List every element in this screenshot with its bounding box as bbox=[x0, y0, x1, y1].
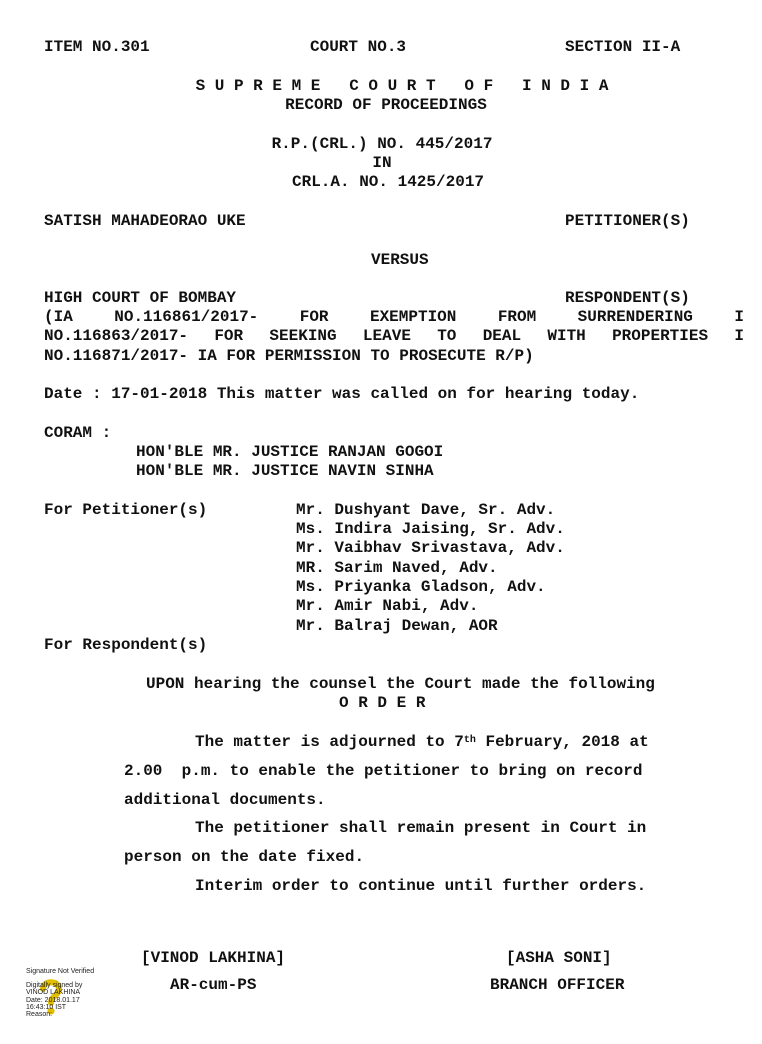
case-number: R.P.(CRL.) NO. 445/2017 bbox=[271, 135, 493, 153]
ia-word: (IA bbox=[44, 308, 73, 326]
hearing-date: Date : 17-01-2018 This matter was called on for hearing today. bbox=[44, 385, 640, 403]
order-para-2-line2: person on the date fixed. bbox=[124, 848, 365, 866]
counsel-name: Mr. Vaibhav Srivastava, Adv. bbox=[296, 539, 565, 557]
counsel-name: Ms. Indira Jaising, Sr. Adv. bbox=[296, 520, 565, 538]
signature-line: VINOD LAKHINA bbox=[26, 989, 81, 997]
signature-line: Digitally signed by bbox=[26, 982, 83, 990]
appeal-number: CRL.A. NO. 1425/2017 bbox=[291, 173, 485, 191]
ia-word: EXEMPTION bbox=[369, 308, 457, 326]
ia-line bbox=[44, 308, 744, 327]
digital-signature-stamp[interactable] bbox=[26, 968, 106, 1020]
ia-word: NO.116863/2017- bbox=[44, 327, 189, 345]
ia-word: FROM bbox=[497, 308, 537, 326]
order-heading: O R D E R bbox=[339, 694, 426, 712]
ia-line bbox=[44, 327, 744, 346]
ia-word: NO.116861/2017- bbox=[114, 308, 259, 326]
ia-word: FOR bbox=[214, 327, 244, 345]
order-para-1-line3: additional documents. bbox=[124, 791, 326, 809]
for-respondent-label: For Respondent(s) bbox=[44, 636, 208, 654]
counsel-name: Mr. Balraj Dewan, AOR bbox=[296, 617, 498, 635]
coram-label: CORAM : bbox=[44, 424, 112, 442]
record-of-proceedings: RECORD OF PROCEEDINGS bbox=[285, 96, 487, 114]
order-text: The matter is adjourned to 7 bbox=[195, 733, 464, 751]
signatory-left-title: AR-cum-PS bbox=[170, 976, 257, 994]
versus: VERSUS bbox=[371, 251, 429, 269]
section-label: SECTION II-A bbox=[565, 38, 681, 56]
ia-word: WITH bbox=[547, 327, 586, 345]
counsel-name: Mr. Dushyant Dave, Sr. Adv. bbox=[296, 501, 556, 519]
ia-word: SEEKING bbox=[269, 327, 337, 345]
judge-name: HON'BLE MR. JUSTICE NAVIN SINHA bbox=[136, 462, 434, 480]
for-petitioner-label: For Petitioner(s) bbox=[44, 501, 208, 519]
signatory-right-name: [ASHA SONI] bbox=[506, 949, 612, 967]
petitioner-label: PETITIONER(S) bbox=[565, 212, 690, 230]
signature-line: 16:43:10 IST bbox=[26, 1003, 67, 1011]
signature-line: Reason: bbox=[26, 1011, 53, 1019]
order-text: February, 2018 at bbox=[475, 733, 649, 751]
order-para-3: Interim order to continue until further orders. bbox=[195, 877, 647, 895]
counsel-name: MR. Sarim Naved, Adv. bbox=[296, 559, 498, 577]
item-number: ITEM NO.301 bbox=[44, 38, 150, 56]
order-para-2: The petitioner shall remain present in Court in bbox=[195, 819, 647, 837]
counsel-name: Mr. Amir Nabi, Adv. bbox=[296, 597, 479, 615]
signatory-left-name: [VINOD LAKHINA] bbox=[141, 949, 286, 967]
ia-word: SURRENDERING bbox=[577, 308, 693, 326]
ia-line-last: NO.116871/2017- IA FOR PERMISSION TO PROSECUTE R/P) bbox=[44, 347, 534, 365]
order-para-1-line2: 2.00 p.m. to enable the petitioner to bring on record bbox=[124, 762, 643, 780]
order-intro: UPON hearing the counsel the Court made the following bbox=[146, 675, 655, 693]
ia-word: LEAVE bbox=[362, 327, 411, 345]
signatory-right-title: BRANCH OFFICER bbox=[490, 976, 625, 994]
signature-status: Signature Not Verified bbox=[26, 968, 95, 975]
signature-line: Date: 2018.01.17 bbox=[26, 996, 80, 1004]
respondent-name: HIGH COURT OF BOMBAY bbox=[44, 289, 237, 307]
petitioner-name: SATISH MAHADEORAO UKE bbox=[44, 212, 246, 230]
counsel-name: Ms. Priyanka Gladson, Adv. bbox=[296, 578, 546, 596]
ia-word: I bbox=[734, 308, 744, 326]
ia-word: FOR bbox=[299, 308, 329, 326]
court-title: S U P R E M E C O U R T O F I N D I A bbox=[195, 77, 609, 95]
ordinal-suffix: th bbox=[463, 735, 476, 746]
order-para-1 bbox=[195, 733, 649, 752]
court-number: COURT NO.3 bbox=[310, 38, 407, 56]
judge-name: HON'BLE MR. JUSTICE RANJAN GOGOI bbox=[136, 443, 444, 461]
case-in: IN bbox=[372, 154, 392, 172]
respondent-label: RESPONDENT(S) bbox=[565, 289, 690, 307]
ia-word: PROPERTIES bbox=[612, 327, 709, 345]
ia-word: TO bbox=[437, 327, 457, 345]
ia-word: DEAL bbox=[482, 327, 522, 345]
ia-word: I bbox=[734, 327, 744, 345]
